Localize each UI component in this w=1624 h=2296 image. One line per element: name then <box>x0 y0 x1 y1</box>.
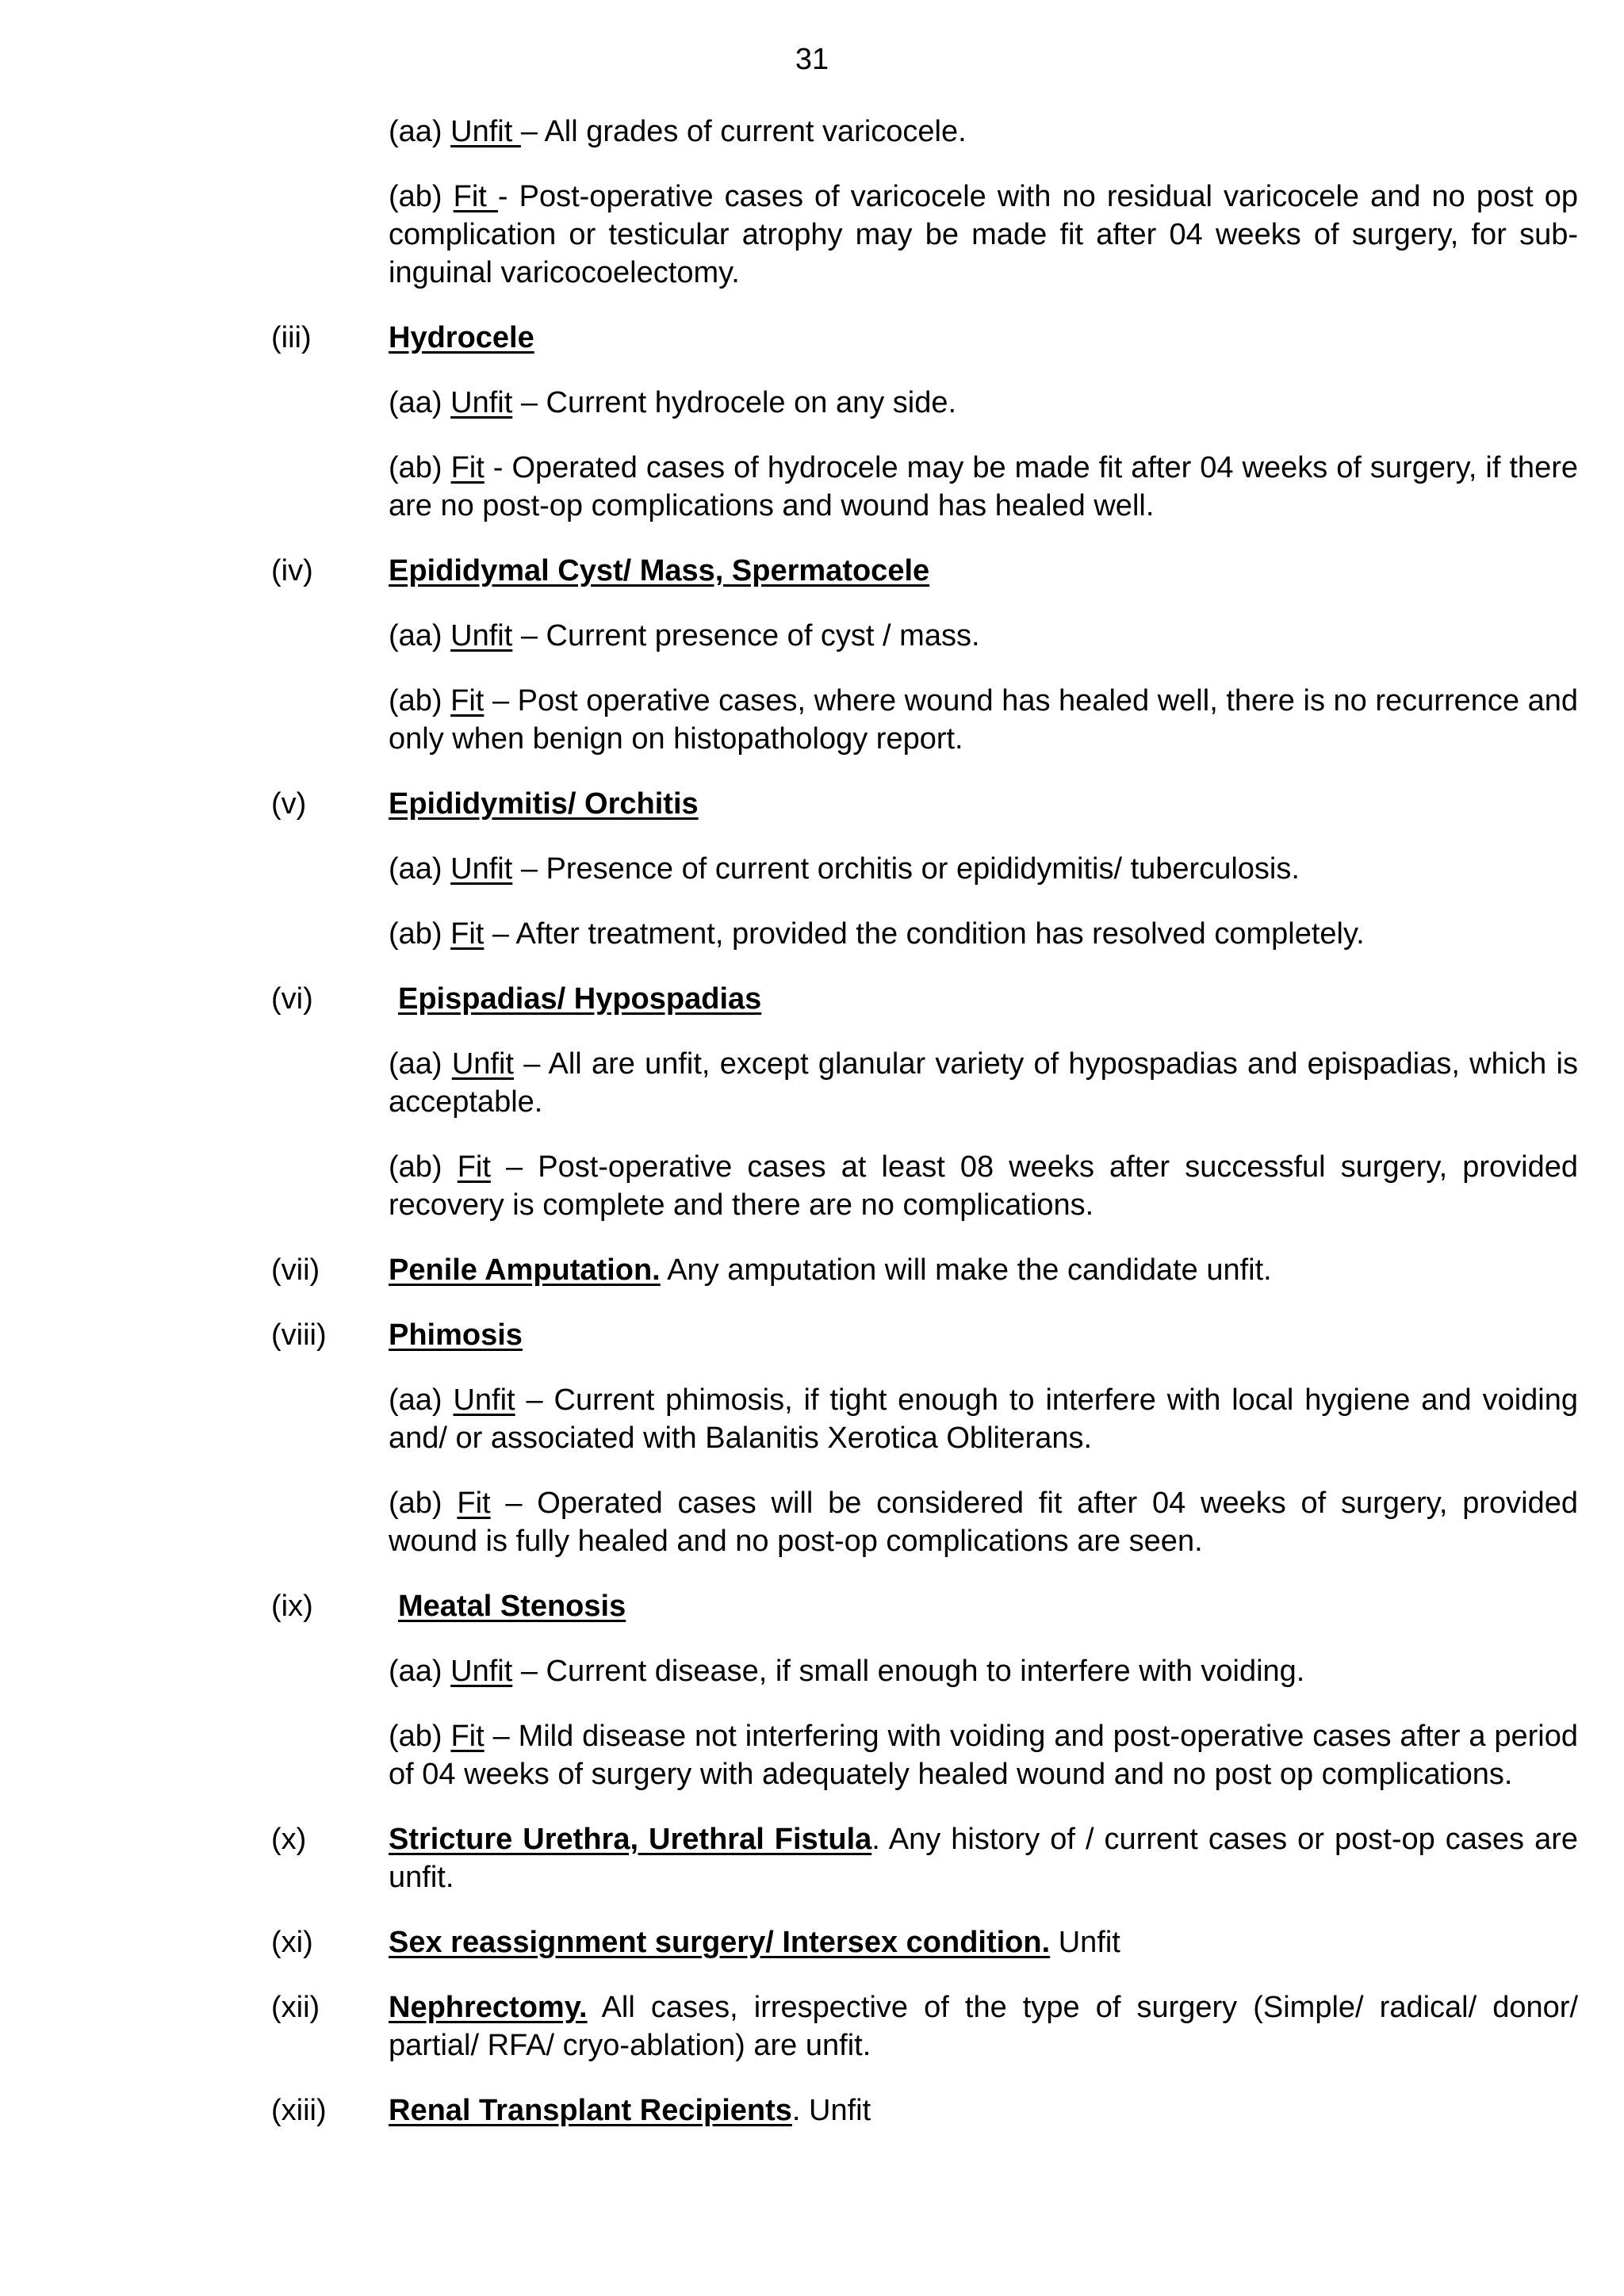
sub-item-label: Fit <box>453 180 498 213</box>
item-number: (iii) <box>271 321 312 354</box>
sub-item-fit <box>389 449 1578 525</box>
sub-item-text: – Presence of current orchitis or epididymitis/ tuberculosis. <box>512 852 1300 886</box>
item-heading <box>389 552 1578 590</box>
sub-item-text: – Current phimosis, if tight enough to interfere with local hygiene and voiding and/ or associated with Balanitis Xerotica Obliterans. <box>389 1383 1578 1455</box>
sub-item-label: Fit <box>457 1150 491 1184</box>
item-title: Nephrectomy. <box>389 1991 588 2024</box>
item-title: Epididymitis/ Orchitis <box>389 787 699 821</box>
sub-item-label: Fit <box>450 451 485 484</box>
item-heading <box>389 2091 1578 2130</box>
item-inline-text: . Unfit <box>791 2094 871 2127</box>
sub-item-text: – Operated cases will be considered fit after 04 weeks of surgery, provided wound is fully healed and no post-op complications are seen. <box>389 1487 1578 1558</box>
item-sex-reassignment <box>0 1923 1624 1961</box>
sub-item-label: Unfit <box>451 1047 514 1081</box>
sub-item-label: Unfit <box>450 852 513 886</box>
item-number: (xiii) <box>271 2094 327 2127</box>
item-epididymitis <box>0 785 1624 823</box>
item-title: Hydrocele <box>389 321 534 354</box>
sub-item-unfit <box>389 113 1578 151</box>
item-heading <box>389 1923 1578 1961</box>
item-phimosis <box>0 1316 1624 1354</box>
sub-item-prefix: (aa) <box>389 1047 442 1081</box>
sub-item-fit <box>389 1148 1578 1224</box>
sub-item-prefix: (aa) <box>389 1655 442 1688</box>
sub-item-label: Fit <box>450 684 485 718</box>
item-number: (ix) <box>271 1590 313 1623</box>
item-meatal-stenosis <box>0 1587 1624 1625</box>
item-renal-transplant <box>0 2091 1624 2130</box>
item-heading <box>389 1251 1578 1289</box>
item-title: Sex reassignment surgery/ Intersex condition. <box>389 1926 1051 1959</box>
item-heading <box>389 1820 1578 1896</box>
sub-item-text: – Mild disease not interfering with voiding and post-operative cases after a period of 04 weeks of surgery with adequately healed wound and no post op complications. <box>389 1720 1579 1791</box>
sub-item-prefix: (ab) <box>389 451 442 484</box>
item-epididymal-cyst <box>0 552 1624 590</box>
item-title: Epididymal Cyst/ Mass, Spermatocele <box>389 554 930 587</box>
sub-item-text: – Post-operative cases at least 08 weeks after successful surgery, provided recovery is complete and there are no complications. <box>389 1150 1579 1222</box>
sub-item-prefix: (aa) <box>389 1383 442 1417</box>
item-heading <box>389 785 1578 823</box>
item-heading <box>389 319 1578 357</box>
item-inline-text: All cases, irrespective of the type of surgery (Simple/ radical/ donor/ partial/ RFA/ cryo-ablation) are unfit. <box>389 1991 1578 2062</box>
sub-item-text: – Post operative cases, where wound has healed well, there is no recurrence and only when benign on histopathology report. <box>389 684 1578 756</box>
sub-item-prefix: (aa) <box>389 386 442 419</box>
sub-item-prefix: (aa) <box>389 619 442 652</box>
item-heading <box>389 1587 1578 1625</box>
item-heading <box>389 1988 1578 2064</box>
item-number: (vi) <box>271 982 313 1016</box>
sub-item-unfit <box>389 1652 1578 1690</box>
item-inline-text: Any amputation will make the candidate unfit. <box>660 1253 1272 1287</box>
item-number: (vii) <box>271 1253 320 1287</box>
item-number: (xii) <box>271 1991 320 2024</box>
item-title: Meatal Stenosis <box>398 1590 626 1623</box>
sub-item-unfit <box>389 1045 1578 1121</box>
sub-item-label: Fit <box>457 1487 491 1520</box>
sub-item-label: Unfit <box>450 115 521 148</box>
item-epispadias <box>0 980 1624 1018</box>
sub-item-prefix: (ab) <box>389 1487 442 1520</box>
item-title: Renal Transplant Recipients <box>389 2094 792 2127</box>
item-inline-text: . Any history of / current cases or post-op cases are unfit. <box>389 1823 1578 1894</box>
sub-item-label: Unfit <box>453 1383 515 1417</box>
sub-item-text: – Current disease, if small enough to interfere with voiding. <box>512 1655 1305 1688</box>
item-penile-amputation <box>0 1251 1624 1289</box>
item-inline-text: Unfit <box>1050 1926 1120 1959</box>
sub-item-prefix: (aa) <box>389 115 442 148</box>
sub-item-fit <box>389 682 1578 758</box>
sub-item-label: Fit <box>450 917 485 951</box>
sub-item-prefix: (ab) <box>389 917 442 951</box>
item-number: (viii) <box>271 1318 327 1352</box>
item-number: (xi) <box>271 1926 313 1959</box>
sub-item-prefix: (aa) <box>389 852 442 886</box>
item-number: (iv) <box>271 554 313 587</box>
sub-item-prefix: (ab) <box>389 180 442 213</box>
sub-item-label: Unfit <box>450 619 513 652</box>
item-heading <box>389 1316 1578 1354</box>
sub-item-label: Unfit <box>450 1655 513 1688</box>
sub-item-fit <box>389 1717 1578 1793</box>
item-heading <box>389 980 1578 1018</box>
sub-item-unfit <box>389 1381 1578 1457</box>
sub-item-prefix: (ab) <box>389 1720 442 1753</box>
item-title: Epispadias/ Hypospadias <box>398 982 762 1016</box>
sub-item-fit <box>389 1484 1578 1560</box>
item-number: (v) <box>271 787 307 821</box>
sub-item-text: - Post-operative cases of varicocele with no residual varicocele and no post op complication or testicular atrophy may be made fit after 04 weeks of surgery, for sub-inguinal varicocoelectomy. <box>389 180 1578 289</box>
item-title: Penile Amputation. <box>389 1253 661 1287</box>
sub-item-fit <box>389 915 1578 953</box>
sub-item-label: Unfit <box>450 386 513 419</box>
item-title: Phimosis <box>389 1318 523 1352</box>
item-hydrocele <box>0 319 1624 357</box>
sub-item-text: – All grades of current varicocele. <box>520 115 967 148</box>
sub-item-text: – Current hydrocele on any side. <box>512 386 957 419</box>
item-nephrectomy <box>0 1988 1624 2064</box>
sub-item-label: Fit <box>450 1720 485 1753</box>
item-title: Stricture Urethra, Urethral Fistula <box>389 1823 872 1856</box>
page-content <box>0 113 1624 2130</box>
sub-item-prefix: (ab) <box>389 684 442 718</box>
item-number: (x) <box>271 1823 307 1856</box>
sub-item-text: – Current presence of cyst / mass. <box>512 619 980 652</box>
sub-item-text: – After treatment, provided the condition has resolved completely. <box>484 917 1365 951</box>
sub-item-fit <box>389 178 1578 292</box>
sub-item-unfit <box>389 617 1578 655</box>
sub-item-text: – All are unfit, except glanular variety of hypospadias and epispadias, which is acceptable. <box>389 1047 1578 1119</box>
item-stricture-urethra <box>0 1820 1624 1896</box>
page-number: 31 <box>795 43 829 76</box>
sub-item-unfit <box>389 384 1578 422</box>
sub-item-prefix: (ab) <box>389 1150 442 1184</box>
sub-item-unfit <box>389 850 1578 888</box>
sub-item-text: - Operated cases of hydrocele may be made fit after 04 weeks of surgery, if there are no post-op complications and wound has healed well. <box>389 451 1578 522</box>
